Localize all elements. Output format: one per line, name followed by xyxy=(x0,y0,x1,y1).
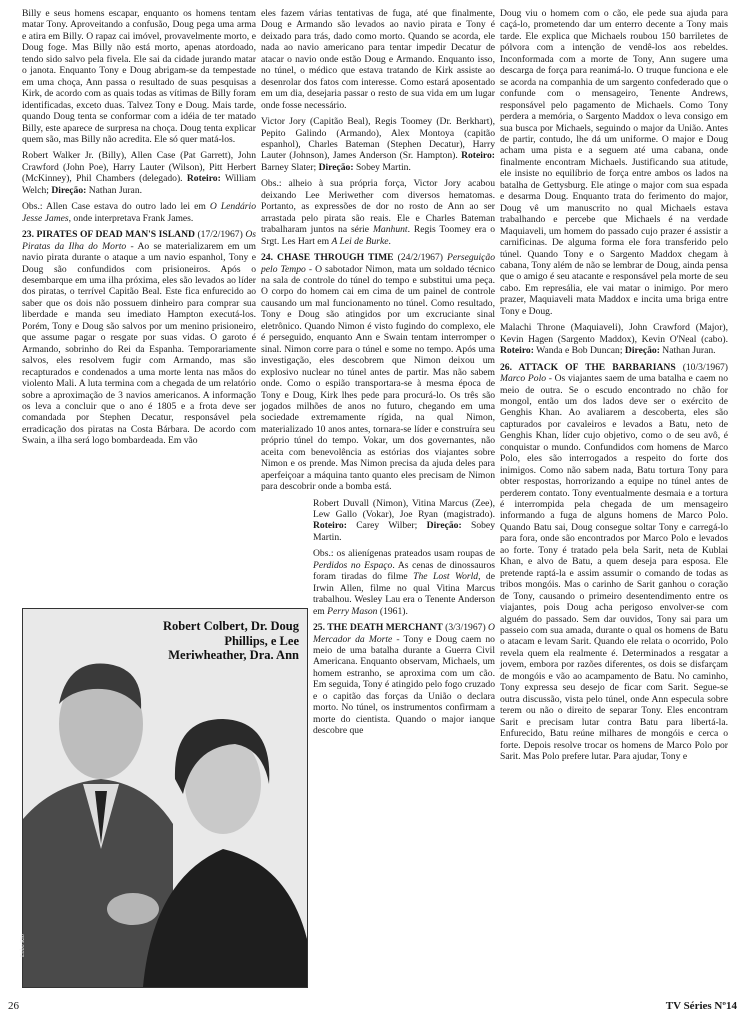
episode-23-title: 23. PIRATES OF DEAD MAN'S ISLAND xyxy=(22,229,195,241)
episode-23-synopsis: - Ao se materializarem em um navio pirata durante o ataque a um navio espanhol, Tony e Doug são confundidos com prisioneiros. Após o desembarque em uma ilha próxima, eles são levados ao líder dos piratas, o terrível Capitão Beal. Este fica enfurecido ao saber que os dois não possuem dinheiro para comprar sua liberdade e manda seu imediato Hampton executá-los. Porém, Tony e Doug são salvos por um menino prisioneiro, que assume pagar o resgate por suas vidas. O garoto é Armando, sobrinho do Rei da Espanha. Temporariamente salvos, eles resolvem fugir com Armando, mas são recapturados e condenados a uma morte lenta nas mãos do violento Mali. A luta termina com a chegada de um relatório sobre a aproximação de 3 navios americanos. A informação os leva a concluir que o ano é 1805 e a frota deve ser comandada por Stephen Decatur, responsável pela erradicação dos piratas na Costa Bárbara. De acordo com Swain, a ilha será logo bombardeada. Em vão xyxy=(22,240,256,447)
episode-22-cast xyxy=(22,150,256,196)
script-label: Roteiro: xyxy=(313,520,347,532)
director: Nathan Juran. xyxy=(662,345,716,357)
cast-list: Victor Jory (Capitão Beal), Regis Toomey (Dr. Berkhart), Pepito Galindo (Armando), Alex Montoya (capitão espanhol), Charles Bateman (Stephen Decatur), Harry Lauter (Johnson), James Anderson (Sr. Hampton). xyxy=(261,116,495,162)
cast-photo xyxy=(22,608,308,988)
obs-italic-title-3: Perry Mason xyxy=(327,605,378,617)
episode-23-portuguese-title: Os Piratas da Ilha do Morto xyxy=(22,229,256,252)
episode-22-obs xyxy=(22,201,256,224)
photo-credit: Lobo Rio xyxy=(20,934,26,957)
obs-end: . xyxy=(388,235,391,247)
episode-25-title: 25. THE DEATH MERCHANT xyxy=(313,622,443,634)
obs-mid-2: , de Irwin Allen, filme no qual Vitina Marcus trabalhou. Wesley Lau era o Tenente Anderson em xyxy=(313,571,495,617)
obs-italic-title-2: The Lost World xyxy=(413,571,479,583)
direction-label: Direção: xyxy=(51,184,87,196)
script-label: Roteiro: xyxy=(500,345,534,357)
cast-list: Robert Walker Jr. (Billy), Allen Case (Pat Garrett), John Crawford (John Poe), Harry Lauter (Wilson), Pitt Herbert (McKinney), Phil Chambers (delegado). xyxy=(22,150,256,185)
obs-text: Obs.: Allen Case estava do outro lado lei em xyxy=(22,201,210,213)
obs-end: (1961). xyxy=(377,605,408,617)
script-label: Roteiro: xyxy=(461,150,495,162)
episode-25-portuguese-title: O Mercador da Morte xyxy=(313,622,495,645)
photo-caption: Robert Colbert, Dr. Doug Phillips, e Lee Meriwheather, Dra. Ann xyxy=(163,619,299,662)
direction-label: Direção: xyxy=(624,345,660,357)
obs-text: Obs.: alheio à sua própria força, Victor Jory acabou deixando Lee Meriwether com diversos hematomas. Portanto, as expressões de dor no rosto de Ann ao ser arrastada pelo pirata são reais. Ele e Charles Bateman trabalharam juntos na série xyxy=(261,178,495,236)
synopsis-continued: Billy e seus homens escapar, enquanto os homens tentam matar Tony. Aproveitando a confusão, Doug pega uma arma e atira em Billy. O rapaz cai imóvel, provavelmente morto, e Doug foge. Mas Billy não está morto, apenas atordoado, tendo sido salvo pela fivela. Ele sai da cidade jurando matar o janota. Enquanto Tony e Doug abrigam-se da tempestade em uma choça, Ann passa o resultado de suas pesquisas a Kirk, de acordo com as quais todas as vítimas de Billy foram identificadas, exceto duas. Talvez Tony e Doug. Mais tarde, quando Doug tenta se conformar com a idéia de ter matado Billy, este aparece de surpresa na choça. Doug tenta explicar quem são, mas Billy não acredita. Ele só quer matá-los. xyxy=(22,8,256,145)
obs-end: , onde interpretava Frank James. xyxy=(68,212,194,224)
direction-label: Direção: xyxy=(426,520,462,532)
magazine-name: TV Séries Nº14 xyxy=(665,1000,737,1012)
episode-26 xyxy=(500,362,728,763)
director: Sobey Martin. xyxy=(313,520,495,543)
cast-list: Malachi Throne (Maquiaveli), John Crawford (Major), Kevin Hagen (Sargento Maddox), Kevin O'Neal (cabo). xyxy=(500,322,728,345)
episode-26-title: 26. ATTACK OF THE BARBARIANS xyxy=(500,361,676,373)
obs-italic-title: O Lendário Jesse James xyxy=(22,201,256,224)
episode-26-portuguese-title: Marco Polo xyxy=(500,373,547,385)
direction-label: Direção: xyxy=(318,161,354,173)
obs-mid: . As cenas de dinossauros foram tiradas do filme xyxy=(313,559,496,583)
obs-mid: . Regis Toomey era o Srgt. Les Hart em xyxy=(261,224,495,247)
episode-25-synopsis: - Tony e Doug caem no meio de uma batalha durante a Guerra Civil Americana. Enquanto observam, Michaels, um homem estranho, se aproxima com um cão. Em seguida, Tony é atingido pelo fogo cruzado e o capitão das forças da União o declara morto. No túnel, os instrumentos confirmam a morte do cientista. Quando o major ianque descobre que xyxy=(313,633,495,737)
episode-26-synopsis: - Os viajantes saem de uma batalha e caem no meio de outra. Se o escudo encontrado no chão for mongol, então um dos lados deve ser o exército de Genghis Khan. Ao avaliarem a descoberta, eles são capturados por cavaleiros e levados a Batu, neto de Genghis Khan, líder cujo objetivo, como o de seu avô, é conquistar o mundo. Confundidos com homens de Marco Polo, eles são interrogados a respeito do forte dos inimigos. Como não sabem nada, Batu tortura Tony para obter respostas, horrorizando a equipe no túnel antes de perderem contato. Tony eventualmente desmaia e a tortura é interrompida pela chegada de um mensageiro informando a fuga de alguns homens de Marco Polo. Quando Batu sai, Doug consegue soltar Tony e carregá-lo para fora, onde são encontrados por Marco Polo e levados ao forte. Tony é tratado pela bela Sarit, neta de Kublai Khan, e alvo de Batu, a quem deseja para esposa. Ele pretende raptá-la e assim assumir o comando de todas as tribos mongóis. Mas o carinho de Sarit ganhou o coração de Tony, causando o primeiro desentendimento entre os viajantes, pois Doug acha perigoso envolver-se com alguém do passado. Sem dar ouvidos, Tony sai para um passeio com sua amada, durante o qual os homens de Batu o atacam e levam Sarit. Quando ele relata o ocorrido, Polo revela quem ela realmente é. Determinados a resgatar a jovem, embora por razões diferentes, os dois se disfarçam de mongóis e vão ao acampamento de Batu. No caminho, Tony expressa seu desejo de ficar com Sarit. Segue-se outra discussão, vista pelo túnel, onde Ann especula sobre terem ou não o direito de separar Tony. Eles encontram Sarit e precisam lutar contra Batu para libertá-la. Enfurecido, Batu reúne milhares de mongóis e cerca o forte. Depois resolve trocar os homens de Marco Polo por Sarit. Mas Polo prefere lutar. Para ajudar, Tony e xyxy=(500,373,728,762)
episode-24-title: 24. CHASE THROUGH TIME xyxy=(261,252,394,264)
cast-list: Robert Duvall (Nimon), Vitina Marcus (Zee), Lew Gallo (Vokar), Joe Ryan (magistrado). xyxy=(313,497,495,521)
synopsis-continued: Doug viu o homem com o cão, ele pede sua ajuda para caçá-lo, prometendo dar um enterro decente a Tony mais tarde. Ele explica que Michaels roubou 150 barriletes de pólvora com a intenção de vendê-los aos rebeldes. Inconformada com a morte de Tony, Ann sugere uma descarga de força para reanimá-lo. O truque funciona e ele se acorda na companhia de um sargento confederado que o confunde com o mensageiro, Tenente Andrews, responsável pelo pagamento de Michaels. Como Tony perdera a memória, o Sargento Maddox o leva consigo em sua busca por Michaels, seguindo o major da União. Antes de partir, contudo, lhe dá um uniforme. O major e Doug acham uma pista e a seguem até uma cabana, onde finalmente encontram Michaels. Justificando sua atitude, ele insiste no equilíbrio de força entre ambos os lados na batalha de Gettysburg. Ele atinge o major com sua espada e desarma Doug. Enquanto trata do ferimento do major, Doug vê um manuscrito no qual Michaels estava trabalhando e percebe que Michaels é na verdade Maquiaveli, um homem do passado cujo prazer é assistir a carnificinas. De alguma forma ele fora transferido pelo túnel. Quando Tony e o Sargento Maddox chegam à cabana, Tony além de não se lembrar de Doug, ainda pensa que o amigo é seu atacante e responsável pela morte de seu cabo. Em represália, ele vai matar o inimigo. Por mero prazer, Maquiaveli mata Maddox e incita uma briga entre Tony e Doug. xyxy=(500,8,728,317)
episode-24-cast xyxy=(313,498,495,544)
column-3 xyxy=(500,8,728,767)
obs-text: Obs.: os alienígenas prateados usam roupas de xyxy=(313,548,495,560)
director: Nathan Juran. xyxy=(88,184,143,196)
episode-25-date: (3/3/1967) xyxy=(442,622,489,634)
episode-23 xyxy=(22,229,256,447)
script-writer: Barney Slater; xyxy=(261,161,317,173)
script-writer: Wanda e Bob Duncan; xyxy=(536,345,623,357)
script-label: Roteiro: xyxy=(186,173,221,185)
episode-24-synopsis: - O sabotador Nimon, mata um soldado técnico na sala de controle do túnel do tempo e substitui uma peça. O corpo do homem cai em cima de um painel de controle causando um mal funcionamento no túnel. Como resultado, Tony e Doug são atingidos por um excruciante sinal eletrônico. Quando Nimon é visto fugindo do complexo, ele é perseguido, enquanto Ann e Swain tentam interromper o sinal. Nimon corre para o túnel e some no tempo. Após uma investigação, eles descobrem que Nimon deixou um explosivo nuclear no túnel antes de partir. Mas não sabem onde. Como o espião transportara-se à mesma época de Tony e Doug, Kirk lhes pede para procurá-lo. Os três são jogados milhões de anos no futuro, chegando em uma sociedade extremamente rígida, na qual Nimon, materializado 10 anos antes, tornara-se líder e construíra seu próprio túnel do tempo. Vokar, um dos governantes, não aceita com benevolência as estórias dos viajantes sobre Nimon e os prende. Mas Nimon precisa da ajuda deles para aperfeiçoar a máquina tanto quanto eles precisam de Nimon para descobrir onde a bomba está. xyxy=(261,263,495,493)
obs-italic-title: Perdidos no Espaço xyxy=(313,559,393,571)
episode-26-date: (10/3/1967) xyxy=(675,361,728,373)
synopsis-continued: eles fazem várias tentativas de fuga, até que finalmente, Doug e Armando são levados ao navio pirata e Tony é deixado para trás, dado como morto. Quando se acorda, ele nada ao navio americano para tentar impedir Decatur de atacar o navio onde estão Doug e Armando. Enquanto isso, no túnel, o médico que estava tratando de Kirk assiste ao desenrolar dos fatos com interesse. Como estará aposentado em um dia, desejaria passar o resto de sua vida em um lugar onde fosse necessário. xyxy=(261,8,495,111)
cast-photo-illustration xyxy=(23,609,307,987)
column-1 xyxy=(22,8,256,452)
episode-25 xyxy=(313,622,495,737)
page-number: 26 xyxy=(8,1000,19,1012)
director: Sobey Martin. xyxy=(355,161,411,173)
episode-24-obs xyxy=(313,548,495,617)
script-writer: William Welch; xyxy=(22,173,257,196)
script-writer: Carey Wilber; xyxy=(356,520,418,532)
episode-23-obs xyxy=(261,178,495,247)
episode-25-cast xyxy=(500,322,728,356)
episode-24-date: (24/2/1967) xyxy=(393,252,448,264)
episode-23-date: (17/2/1967) xyxy=(194,229,246,241)
obs-italic-title: Manhunt xyxy=(372,224,408,236)
episode-23-cast xyxy=(261,116,495,173)
obs-italic-title-2: A Lei de Burke xyxy=(331,235,389,247)
episode-24-portuguese-title: Perseguição pelo Tempo xyxy=(261,252,495,275)
episode-24 xyxy=(261,252,495,493)
